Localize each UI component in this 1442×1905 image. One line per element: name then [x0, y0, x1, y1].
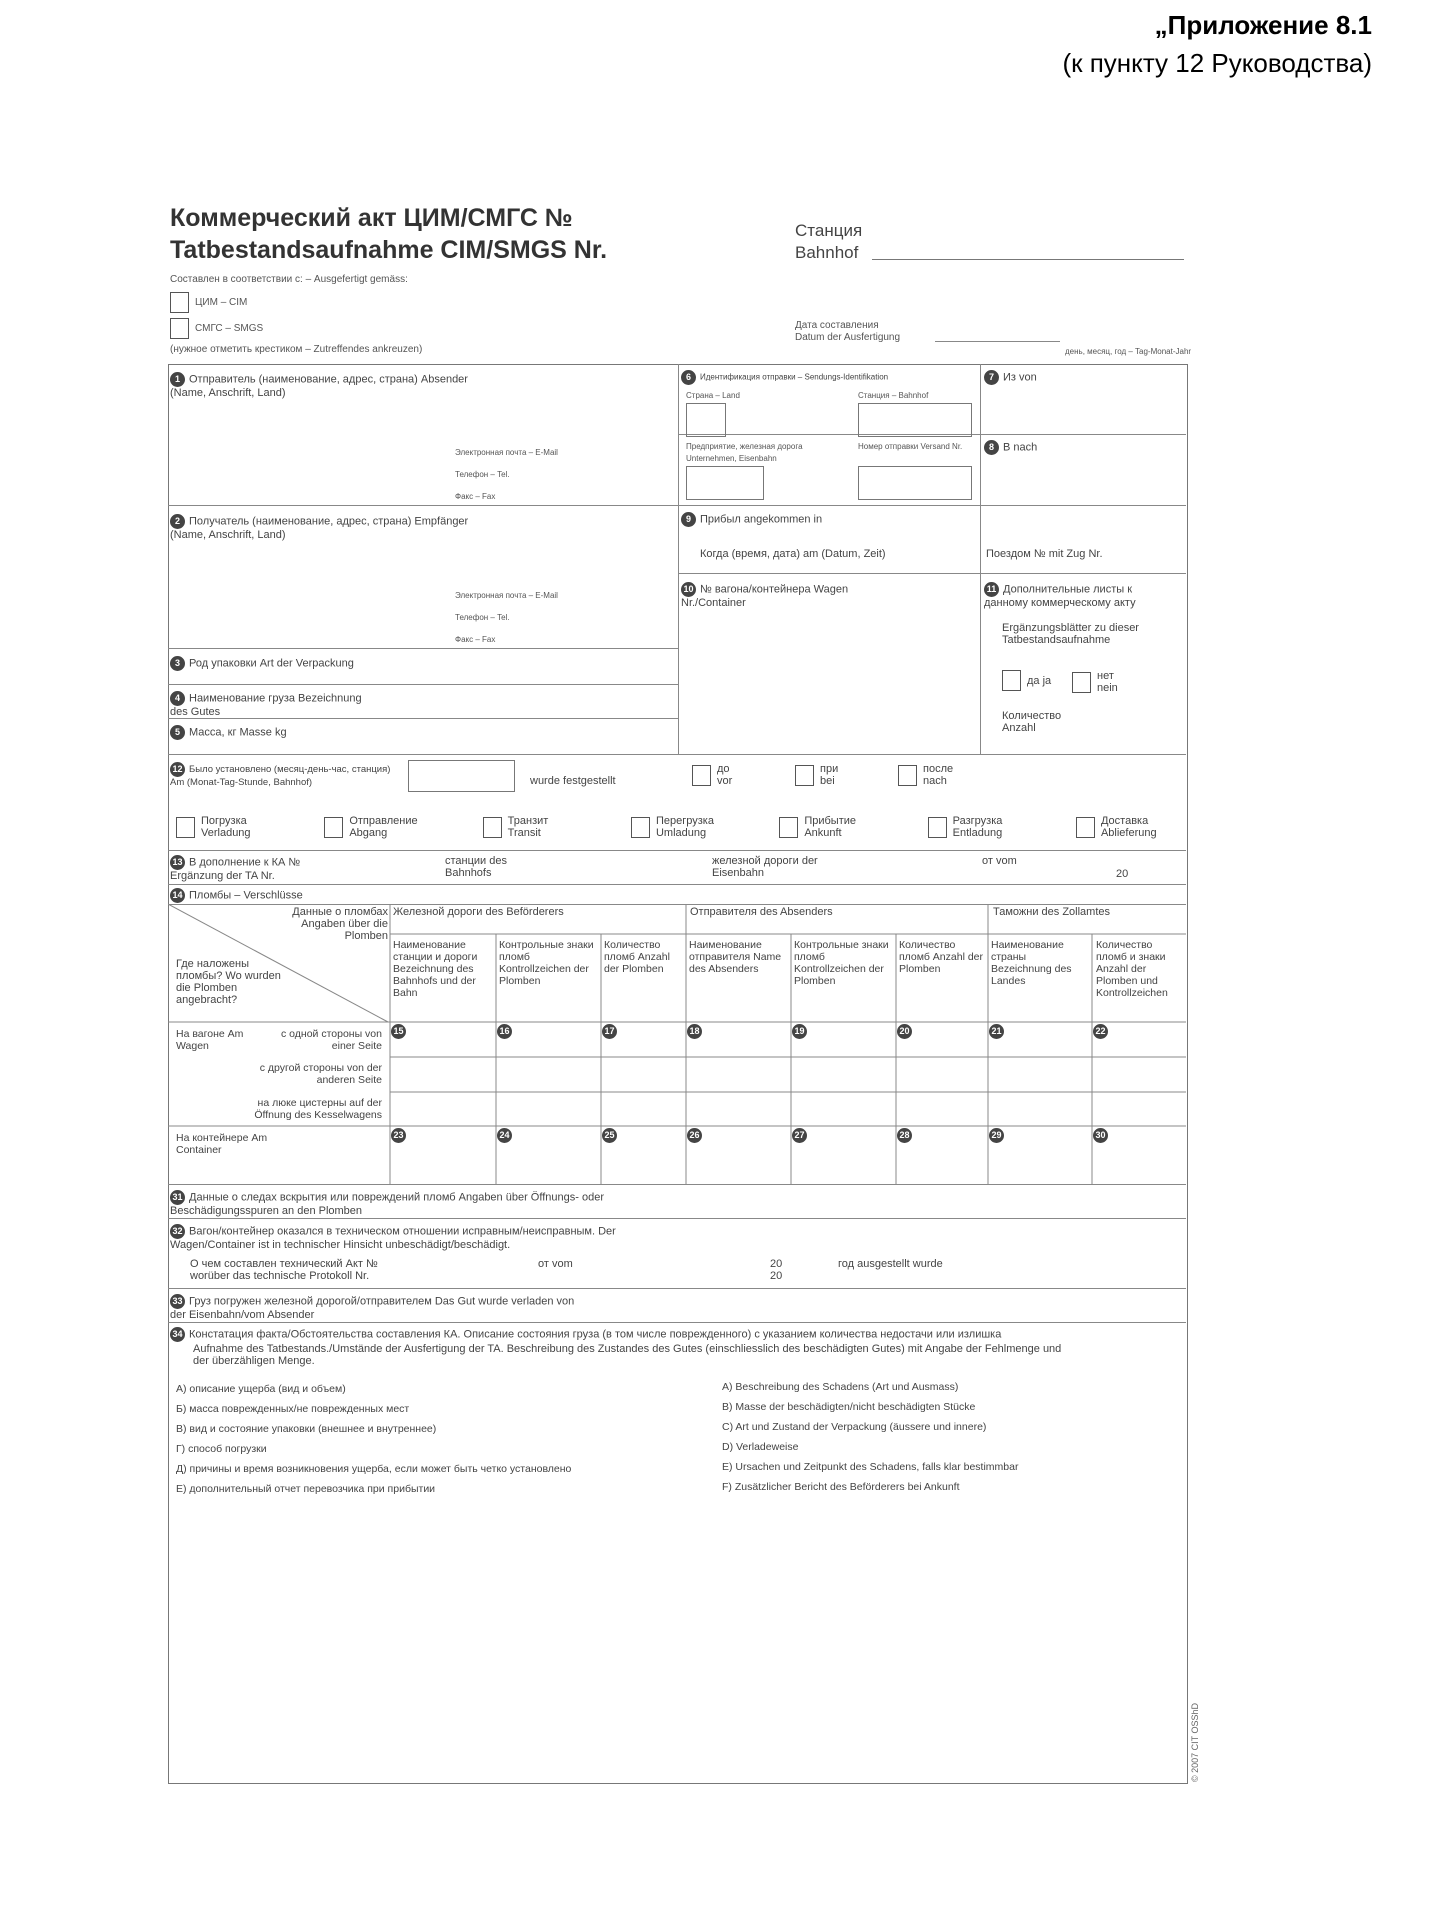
during-option[interactable]: при bei	[795, 763, 850, 787]
list-item: B) Masse der beschädigten/nicht beschädigten Stücke	[722, 1401, 976, 1413]
supplement-from: от vom	[982, 855, 1017, 867]
seal-number-badge: 18	[687, 1024, 702, 1039]
divider	[168, 648, 678, 649]
mass-label: 5 Масса, кг Masse kg	[170, 725, 370, 740]
from-label: 7 Из von	[984, 370, 1174, 385]
seal-number-badge: 19	[792, 1024, 807, 1039]
divider	[168, 754, 1186, 755]
consignee-fax: Факс – Fax	[455, 635, 496, 644]
station-label: Станция Bahnhof	[795, 221, 863, 262]
supplement-year: 20	[1116, 868, 1129, 880]
form-title-ru: Коммерческий акт ЦИМ/СМГС №	[170, 204, 573, 232]
row-side2: с другой стороны von der anderen Seite	[259, 1062, 382, 1086]
seal-damage-label: 31 Данные о следах вскрытия или повреждений пломб Angaben über Öffnungs- oder Beschädigungsspuren an den Plomben	[170, 1191, 604, 1217]
sender-fax: Факс – Fax	[455, 492, 496, 501]
date-format: день, месяц, год – Tag-Monat-Jahr	[1065, 347, 1192, 356]
cim-checkbox[interactable]	[170, 292, 189, 313]
divider	[168, 1288, 1186, 1289]
row-side1: с одной стороны von einer Seite	[281, 1028, 382, 1052]
mark-note: (нужное отметить крестиком – Zutreffendes ankreuzen)	[170, 344, 423, 355]
smgs-option[interactable]: СМГС – SMGS	[170, 318, 263, 339]
col-header: Количество пломб Anzahl der Plomben	[604, 939, 670, 975]
loaded-by-label: 33 Груз погружен железной дорогой/отправителем Das Gut wurde verladen von der Eisenbahn/vom Absender	[170, 1295, 575, 1321]
col-header: Контрольные знаки пломб Kontrollzeichen der Plomben	[499, 939, 594, 987]
yes-checkbox[interactable]	[1002, 670, 1021, 691]
seal-number-badge: 28	[897, 1128, 912, 1143]
composed-label: Составлен в соответствии с: – Ausgefertigt gemäss:	[170, 274, 408, 285]
row-wagon: На вагоне Am Wagen	[176, 1028, 244, 1052]
divider	[168, 884, 1186, 885]
technical-condition-label: 32 Вагон/контейнер оказался в техническом отношении исправным/неисправным. Der Wagen/Container ist in technischer Hinsicht unbeschädigt/beschädigt.	[170, 1225, 616, 1251]
op-checkbox[interactable]	[928, 817, 947, 838]
arrived-label: 9 Прибыл angekommen in	[681, 512, 881, 527]
sender-tel: Телефон – Tel.	[455, 470, 510, 479]
additional-sheets-de: Ergänzungsblätter zu dieser Tatbestandsaufnahme	[1002, 622, 1139, 646]
yes-option[interactable]: да ja	[1002, 670, 1057, 691]
op-checkbox[interactable]	[483, 817, 502, 838]
op-loading[interactable]: Погрузка Verladung	[176, 815, 271, 839]
consignee-email: Электронная почта – E-Mail	[455, 591, 558, 600]
found-label: wurde festgestellt	[530, 775, 616, 787]
no-checkbox[interactable]	[1072, 672, 1091, 693]
shipment-number-box[interactable]	[858, 466, 972, 500]
established-label: 12 Было установлено (месяц-день-час, станция) Am (Monat-Tag-Stunde, Bahnhof)	[170, 764, 391, 788]
seal-data-header: Данные о пломбах Angaben über die Plomben	[292, 906, 388, 942]
station-id-box[interactable]	[858, 403, 972, 437]
during-checkbox[interactable]	[795, 765, 814, 786]
divider	[980, 434, 1186, 435]
col-header: Количество пломб Anzahl der Plomben	[899, 939, 983, 975]
col-header: Наименование страны Bezeichnung des Landes	[991, 939, 1072, 987]
station-line	[872, 259, 1184, 260]
list-item: F) Zusätzlicher Bericht des Beförderers bei Ankunft	[722, 1481, 960, 1493]
op-unloading[interactable]: Разгрузка Entladung	[928, 815, 1023, 839]
list-item: C) Art und Zustand der Verpackung (äussere und innere)	[722, 1421, 987, 1433]
appendix-title: „Приложение 8.1	[1154, 10, 1372, 40]
divider	[168, 850, 1186, 851]
seal-number-badge: 26	[687, 1128, 702, 1143]
established-date-box[interactable]	[408, 760, 515, 792]
cim-option[interactable]: ЦИМ – CIM	[170, 292, 247, 313]
op-delivery[interactable]: Доставка Ablieferung	[1076, 815, 1181, 839]
sender-label: 1 Отправитель (наименование, адрес, страна) Absender (Name, Anschrift, Land)	[170, 373, 468, 399]
seal-number-badge: 29	[989, 1128, 1004, 1143]
op-checkbox[interactable]	[631, 817, 650, 838]
seal-number-badge: 27	[792, 1128, 807, 1143]
list-item: A) Beschreibung des Schadens (Art und Ausmass)	[722, 1381, 959, 1393]
appendix-subtitle: (к пункту 12 Руководства)	[1062, 48, 1372, 78]
copyright: © 2007 CIT OSShD	[1190, 1702, 1200, 1782]
sender-email: Электронная почта – E-Mail	[455, 448, 558, 457]
company-label: Предприятие, железная дорога Unternehmen, Eisenbahn	[686, 442, 803, 463]
divider	[168, 684, 678, 685]
goods-name-label: 4 Наименование груза Bezeichnung des Gutes	[170, 692, 362, 718]
group-rail: Железной дороги des Beförderers	[393, 906, 564, 918]
divider	[168, 1218, 1186, 1219]
statement-label: 34 Констатация факта/Обстоятельства составления КА. Описание состояния груза (в том числе поврежденного) с указанием количества недостачи или излишка	[170, 1327, 1175, 1342]
seal-number-badge: 20	[897, 1024, 912, 1039]
list-item: А) описание ущерба (вид и объем)	[176, 1383, 346, 1395]
country-box[interactable]	[686, 403, 726, 437]
seal-number-badge: 15	[391, 1024, 406, 1039]
list-item: E) Ursachen und Zeitpunkt des Schadens, falls klar bestimmbar	[722, 1461, 1019, 1473]
after-checkbox[interactable]	[898, 765, 917, 786]
date-label: Дата составления Datum der Ausfertigung	[795, 320, 901, 343]
divider	[980, 505, 981, 755]
operations-row	[176, 815, 1181, 839]
op-checkbox[interactable]	[1076, 817, 1095, 838]
supplement-station: станции des Bahnhofs	[445, 855, 507, 879]
station-id-label: Станция – Bahnhof	[858, 391, 929, 400]
divider	[678, 573, 1186, 574]
seal-number-badge: 30	[1093, 1128, 1108, 1143]
smgs-checkbox[interactable]	[170, 318, 189, 339]
divider	[168, 1184, 1186, 1185]
list-item: D) Verladeweise	[722, 1441, 799, 1453]
date-line	[935, 341, 1060, 342]
divider	[678, 364, 679, 754]
to-label: 8 В nach	[984, 440, 1174, 455]
op-transshipment[interactable]: Перегрузка Umladung	[631, 815, 726, 839]
op-checkbox[interactable]	[324, 817, 343, 838]
divider	[168, 718, 678, 719]
list-item: Е) дополнительный отчет перевозчика при прибытии	[176, 1483, 436, 1495]
seals-label: 14 Пломбы – Verschlüsse	[170, 888, 303, 903]
packaging-label: 3 Род упаковки Art der Verpackung	[170, 656, 370, 671]
additional-sheets-label: 11 Дополнительные листы к данному коммерческому акту	[984, 583, 1136, 609]
op-transit[interactable]: Транзит Transit	[483, 815, 578, 839]
supplement-railway: железной дороги der Eisenbahn	[712, 855, 818, 879]
before-checkbox[interactable]	[692, 765, 711, 786]
col-header: Количество пломб и знаки Anzahl der Plomben und Kontrollzeichen	[1096, 939, 1168, 999]
seal-location-header: Где наложены пломбы? Wo wurden die Plomben angebracht?	[176, 958, 281, 1006]
seal-number-badge: 16	[497, 1024, 512, 1039]
quantity-label: Количество Anzahl	[1002, 710, 1062, 734]
op-checkbox[interactable]	[176, 817, 195, 838]
country-label: Страна – Land	[686, 391, 740, 400]
seal-number-badge: 21	[989, 1024, 1004, 1039]
row-tank: на люке цистерны auf der Öffnung des Kesselwagens	[254, 1097, 382, 1121]
seal-number-badge: 22	[1093, 1024, 1108, 1039]
statement-de: Aufnahme des Tatbestands./Umstände der Ausfertigung der TA. Beschreibung des Zustandes des Gutes (einschliesslich des beschädigten Gutes) mit Angabe der Fehlmenge und der überzähligen Menge.	[193, 1343, 1062, 1367]
after-option[interactable]: после nach	[898, 763, 963, 787]
col-header: Контрольные знаки пломб Kontrollzeichen der Plomben	[794, 939, 889, 987]
list-item: В) вид и состояние упаковки (внешнее и внутреннее)	[176, 1423, 437, 1435]
arrived-when-label: Когда (время, дата) am (Datum, Zeit)	[700, 548, 886, 560]
no-option[interactable]: нет nein	[1072, 670, 1137, 694]
technical-act-issued: год ausgestellt wurde	[838, 1258, 943, 1270]
row-container: На контейнере Am Container	[176, 1132, 268, 1156]
op-arrival[interactable]: Прибытие Ankunft	[779, 815, 874, 839]
technical-act-from: от vom	[538, 1258, 573, 1270]
group-sender: Отправителя des Absenders	[690, 906, 833, 918]
divider	[168, 1322, 1186, 1323]
technical-act-year: 20 20	[770, 1258, 783, 1282]
consignment-id-label: 6 Идентификация отправки – Sendungs-Identifikation	[681, 370, 888, 385]
col-header: Наименование станции и дороги Bezeichnung des Bahnhofs und der Bahn	[393, 939, 478, 999]
form-title-de: Tatbestandsaufnahme CIM/SMGS Nr.	[170, 236, 608, 264]
seal-number-badge: 25	[602, 1128, 617, 1143]
seal-number-badge: 24	[497, 1128, 512, 1143]
consignee-tel: Телефон – Tel.	[455, 613, 510, 622]
list-item: Д) причины и время возникновения ущерба, если может быть четко установлено	[176, 1463, 572, 1475]
shipment-number-label: Номер отправки Versand Nr.	[858, 442, 963, 451]
col-header: Наименование отправителя Name des Absenders	[689, 939, 782, 975]
op-departure[interactable]: Отправление Abgang	[324, 815, 429, 839]
list-item: Г) способ погрузки	[176, 1443, 267, 1455]
list-item: Б) масса поврежденных/не поврежденных мест	[176, 1403, 410, 1415]
op-checkbox[interactable]	[779, 817, 798, 838]
company-box[interactable]	[686, 466, 764, 500]
divider	[168, 505, 1186, 506]
wagon-number-label: 10 № вагона/контейнера Wagen Nr./Container	[681, 583, 849, 609]
technical-act-label: О чем составлен технический Акт № worüber das technische Protokoll Nr.	[190, 1258, 378, 1282]
seal-number-badge: 17	[602, 1024, 617, 1039]
before-option[interactable]: до vor	[692, 763, 747, 787]
seal-number-badge: 23	[391, 1128, 406, 1143]
group-customs: Таможни des Zollamtes	[993, 906, 1111, 918]
consignee-label: 2 Получатель (наименование, адрес, страна) Empfänger (Name, Anschrift, Land)	[170, 515, 469, 541]
supplement-label: 13 В дополнение к КА № Ergänzung der TA Nr.	[170, 856, 301, 882]
train-number-label: Поездом № mit Zug Nr.	[986, 548, 1103, 560]
